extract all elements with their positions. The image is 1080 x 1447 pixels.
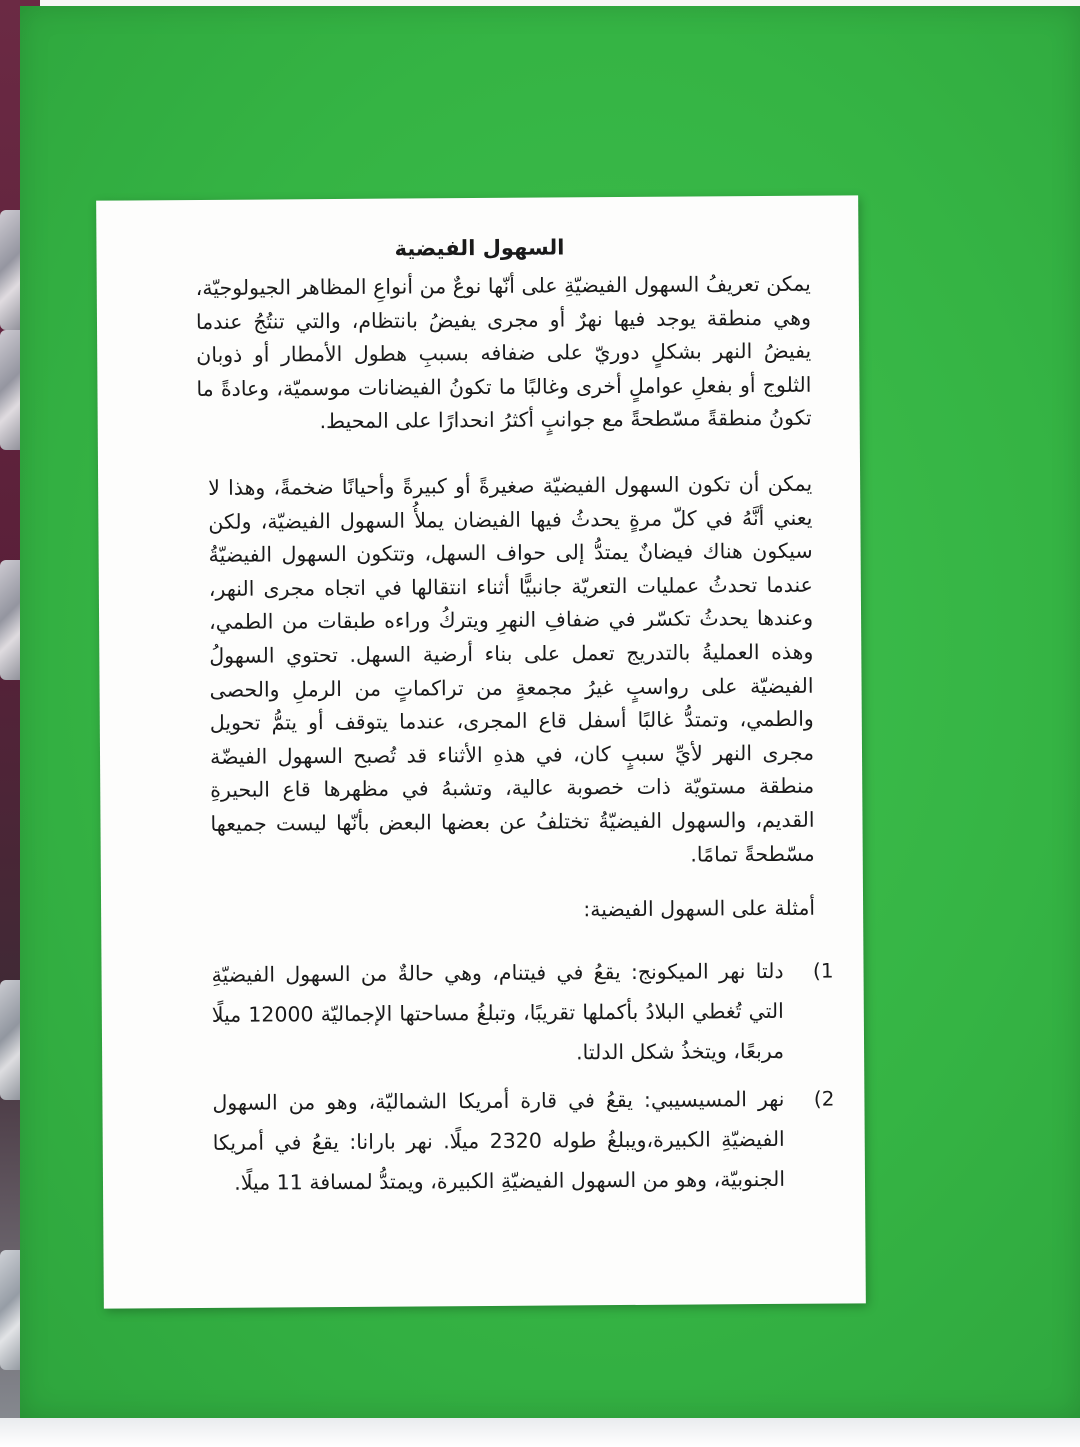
paragraph-formation: يمكن أن تكون السهول الفيضيّة صغيرةً أو كبيرةً وأحيانًا ضخمةً، وهذا لا يعني أنَّهُ في كلّ مرةٍ يحدثُ فيها الفيضان يملأُ السهول الفيضيّة، ولكن سيكون هناك فيضانٌ يمتدُّ إلى حواف السهل، وتتكون السهول الفيضيّةُ عندما تحدثُ عمليات التعريّة جانبيًّا أثناء انتقالها في اتجاه مجرى النهر، وعندها يحدثُ تكسّر في ضفافِ النهرِ ويتركُ وراءه طبقات من الطمي، وهذه العمليةُ بالتدريج تعمل على بناء أرضية السهل. تحتوي السهولُ الفيضيّة على رواسبٍ غيرُ مجمعةٍ من تراكماتٍ من الرملِ والحصى والطمي، وتمتدُّ غالبًا أسفل قاع المجرى، عندما يتوقف أو يتمُّ تحويل مجرى النهر لأيِّ سببٍ كان، في هذهِ الأثناء قد تُصبح السهول الفيضّة منطقة مستويّة ذات خصوبة عالية، وتشبهُ في مظهرها قاع البحيرةِ القديم، والسهول الفيضيّةُ تختلفُ عن بعضها البعض بأنّها ليست جميعها مسّطحةً تمامًا. [208, 471, 815, 867]
paper-sheet [96, 195, 866, 1308]
list-item-number: 2) [813, 1086, 835, 1111]
list-item [212, 1079, 835, 1203]
paragraph-definition: يمكن تعريفُ السهول الفيضيّةِ على أنّها نوعٌ من أنواعِ المظاهر الجيولوجيّة، وهي منطقة يوجد فيها نهرٌ أو مجرى يفيضُ بانتظام، والتي تنتُجُ عندما يفيضُ النهر بشكلٍ دوريّ على ضفافه بسببِ هطول الأمطار أو ذوبان الثلوج أو بفعلِ عواملٍ أخرى وغالبًا ما تكونُ الفيضانات موسميّة، وعادةً ما تكونُ منطقةً مسّطحةً مع جوانبٍ أكثرُ انحدارًا على المحيط. [195, 271, 812, 434]
list-item-number: 1) [812, 958, 834, 983]
document-content [195, 234, 835, 1288]
list-item [211, 951, 834, 1075]
document-title: السهول الفيضية [394, 235, 565, 261]
list-item-text: نهر المسيسيبي: يقعُ في قارة أمريكا الشماليّة، وهو من السهول الفيضيّةِ الكبيرة،ويبلغُ طوله 2320 ميلًا. نهر بارانا: يقعُ في أمريكا الجنوبيّة، وهو من السهول الفيضيّةِ الكبيرة، ويمتدُّ لمسافة 11 ميلًا. [212, 1086, 786, 1195]
bottom-edge [0, 1418, 1080, 1447]
examples-heading: أمثلة على السهول الفيضية: [583, 895, 816, 922]
examples-list [211, 951, 835, 1203]
list-item-text: دلتا نهر الميكونج: يقعُ في فيتنام، وهي حالةٌ من السهول الفيضيّةِ التي تُغطي البلادُ بأكملها تقريبًا، وتبلغُ مساحتها الإجماليّة 12000 ميلًا مربعًا، ويتخذُ شكل الدلتا. [211, 958, 785, 1065]
